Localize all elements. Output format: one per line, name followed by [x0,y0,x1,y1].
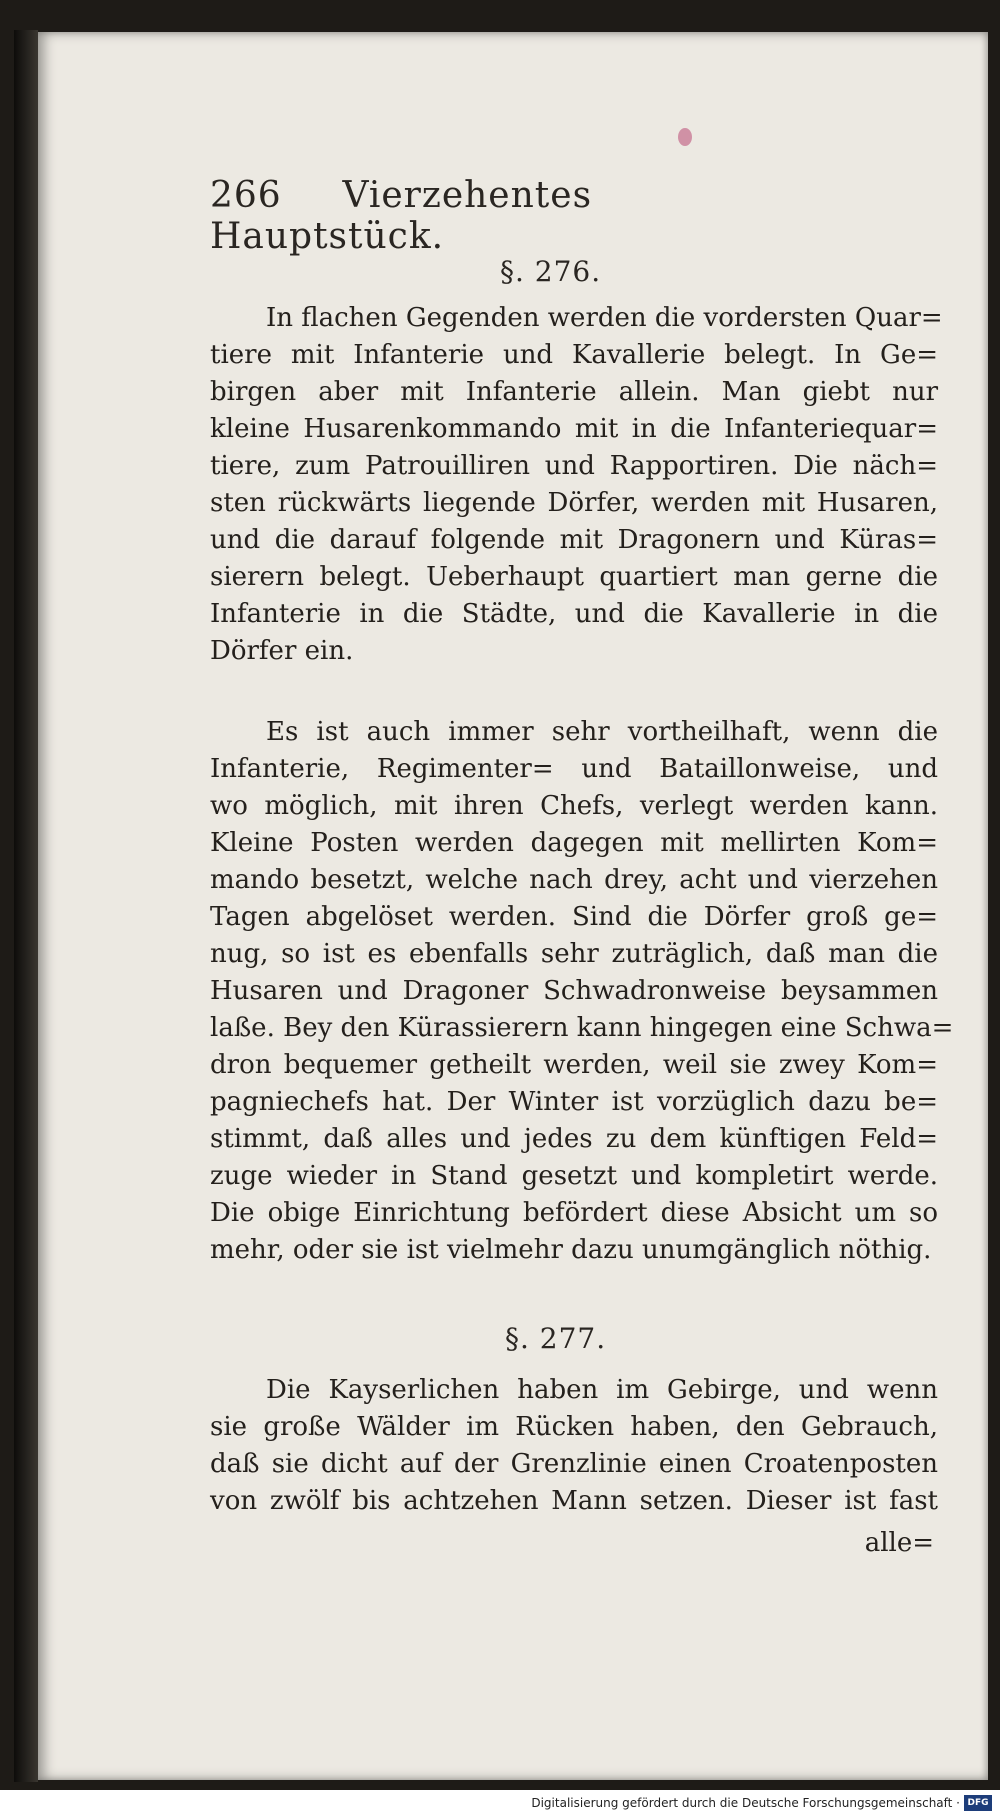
running-header [210,175,770,257]
text-line: sierern belegt. Ueberhaupt quartiert man gerne die [210,562,938,592]
catchword: alle= [864,1528,934,1558]
text-line: kleine Husarenkommando mit in die Infanteriequar= [210,414,938,444]
text-line: tiere, zum Patrouilliren und Rapportiren. Die näch= [210,451,938,481]
text-line: dron bequemer getheilt werden, weil sie zwey Kom= [210,1050,938,1080]
section-heading-276: §. 276. [500,255,602,288]
text-line: sie große Wälder im Rücken haben, den Gebrauch, [210,1412,938,1442]
text-line: wo möglich, mit ihren Chefs, verlegt werden kann. [210,791,938,821]
text-line: sten rückwärts liegende Dörfer, werden mit Husaren, [210,488,938,518]
text-line: Tagen abgelöset werden. Sind die Dörfer groß ge= [210,902,938,932]
page-number: 266 [210,175,282,216]
paragraph-276-1 [210,300,943,670]
text-line: birgen aber mit Infanterie allein. Man giebt nur [210,377,938,407]
text-line: Die Kayserlichen haben im Gebirge, und wenn [266,1375,938,1405]
text-line: zuge wieder in Stand gesetzt und kompletirt werde. [210,1161,938,1191]
dfg-logo: DFG [964,1795,992,1811]
text-line: pagniechefs hat. Der Winter ist vorzüglich dazu be= [210,1087,938,1117]
text-line: Infanterie in die Städte, und die Kavallerie in die [210,599,938,629]
text-line: Husaren und Dragoner Schwadronweise beysammen [210,976,938,1006]
text-line: laße. Bey den Kürassierern kann hingegen eine Schwa= [210,1013,954,1043]
running-title: Vierzehentes Hauptstück. [210,175,593,257]
text-line: und die darauf folgende mit Dragonern und Küras= [210,525,938,555]
paragraph-277-1 [210,1372,938,1520]
text-line: Infanterie, Regimenter= und Bataillonweise, und [210,754,938,784]
paragraph-276-2 [210,714,954,1269]
text-line: Die obige Einrichtung befördert diese Absicht um so [210,1198,938,1228]
book-gutter-edge [14,30,38,1782]
text-line: Dörfer ein. [210,636,354,666]
ink-spot-mark [678,128,692,146]
text-line: stimmt, daß alles und jedes zu dem künftigen Feld= [210,1124,938,1154]
text-line: daß sie dicht auf der Grenzlinie einen Croatenposten [210,1449,938,1479]
text-line: mehr, oder sie ist vielmehr dazu unumgänglich nöthig. [210,1235,932,1265]
text-line: Es ist auch immer sehr vortheilhaft, wenn die [266,717,938,747]
text-line: nug, so ist es ebenfalls sehr zuträglich, daß man die [210,939,938,969]
funding-credit: Digitalisierung gefördert durch die Deutsche Forschungsgemeinschaft · [531,1796,960,1810]
text-line: In flachen Gegenden werden die vordersten Quar= [266,303,943,333]
digitization-footer [0,1790,1000,1820]
text-line: tiere mit Infanterie und Kavallerie belegt. In Ge= [210,340,938,370]
text-line: von zwölf bis achtzehen Mann setzen. Dieser ist fast [210,1486,938,1516]
section-heading-277: §. 277. [505,1322,607,1355]
text-line: Kleine Posten werden dagegen mit mellirten Kom= [210,828,938,858]
text-line: mando besetzt, welche nach drey, acht und vierzehen [210,865,938,895]
